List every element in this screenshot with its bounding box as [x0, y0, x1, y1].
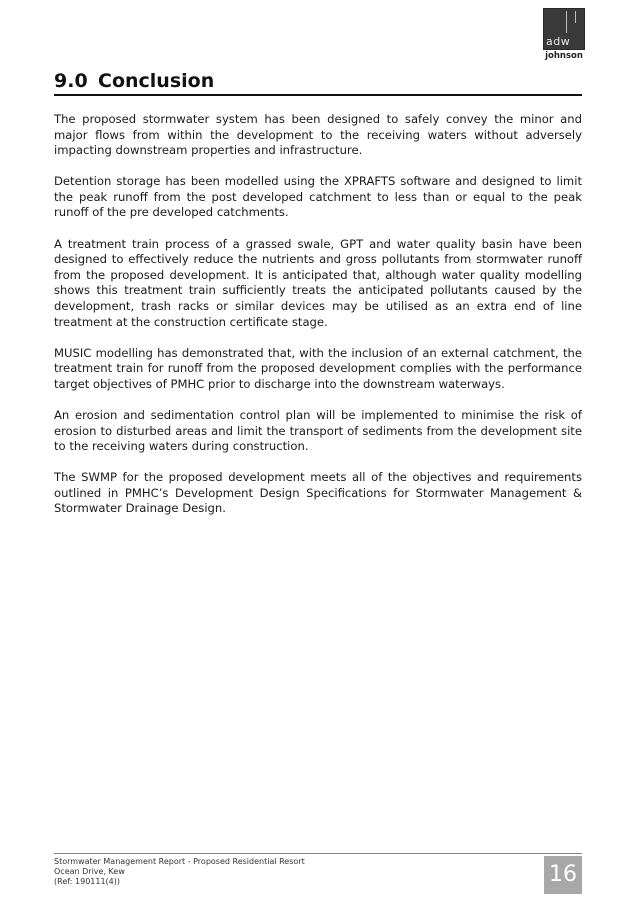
footer-location: Ocean Drive, Kew [54, 867, 125, 877]
logo-mark [543, 8, 585, 50]
section-number: 9.0 [54, 70, 88, 92]
section-title: Conclusion [98, 70, 215, 92]
paragraph: MUSIC modelling has demonstrated that, with the inclusion of an external catchment, the treatment train for runoff from the proposed development complies with the performance target objectives of PMHC prior to discharge into the downstream waterways. [54, 345, 582, 391]
logo-bar [575, 11, 576, 23]
paragraph: A treatment train process of a grassed swale, GPT and water quality basin have been designed to effectively reduce the nutrients and gross pollutants from stormwater runoff from the proposed development. It is anticipated that, although water quality modelling shows this treatment train sufficiently treats the anticipated pollutants caused by the development, trash racks or similar devices may be utilised as an extra end of line treatment at the construction certificate stage. [54, 236, 582, 329]
paragraph: Detention storage has been modelled using the XPRAFTS software and designed to limit the peak runoff from the post developed catchment to less than or equal to the peak runoff of the pre developed catchments. [54, 174, 582, 220]
logo-name: johnson [545, 51, 583, 61]
logo-bar [566, 11, 567, 33]
footer [54, 857, 305, 888]
page-number: 16 [544, 856, 582, 894]
footer-reference: (Ref: 190111(4)) [54, 877, 121, 887]
logo-mark-text: adw [546, 35, 571, 48]
company-logo [543, 8, 585, 61]
paragraph: The SWMP for the proposed development meets all of the objectives and requirements outlined in PMHC’s Development Design Specifications for Stormwater Management & Stormwater Drainage Design. [54, 470, 582, 516]
body-text [54, 112, 582, 532]
paragraph: An erosion and sedimentation control plan will be implemented to minimise the risk of erosion to disturbed areas and limit the transport of sediments from the development site to the receiving waters during construction. [54, 407, 582, 454]
footer-report-title: Stormwater Management Report - Proposed Residential Resort [54, 857, 305, 866]
paragraph: The proposed stormwater system has been designed to safely convey the minor and major flows from within the development to the receiving waters without adversely impacting downstream properties and infrastructure. [54, 112, 582, 158]
section-heading [54, 70, 582, 96]
footer-divider [54, 853, 582, 854]
